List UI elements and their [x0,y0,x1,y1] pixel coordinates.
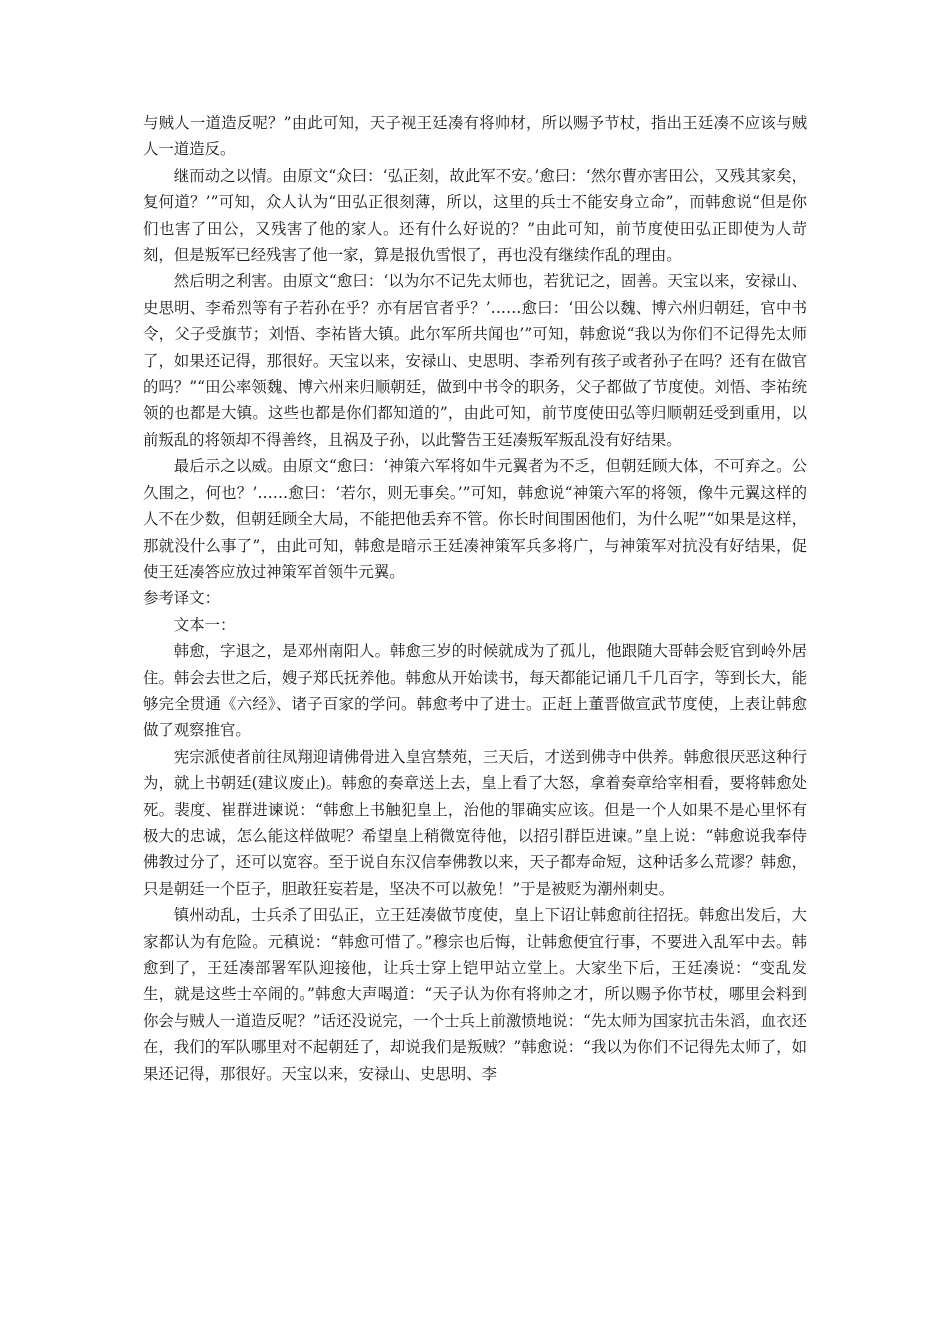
section-heading-translation: 参考译文： [143,589,220,608]
paragraph-han-yu-bio: 韩愈，字退之，是邓州南阳人。韩愈三岁的时候就成为了孤儿，他跟随大哥韩会贬官到岭外居住。韩会去世之后，嫂子郑氏抚养他。韩愈从开始读书，每天都能记诵几千几百字，等到长大，能够完全贯通《六经》、诸子百家的学问。韩愈考中了进士。正赶上董晋做宣武节度使，上表让韩愈做了观察推官。 [143,642,807,740]
subheading-text-one: 文本一： [173,615,236,634]
paragraph-authority: 最后示之以威。由原文“愈曰：‘神策六军将如牛元翼者为不乏，但朝廷顾大体，不可弃之。公久围之，何也？’……愈曰：‘若尔，则无事矣。’”可知，韩愈说“神策六军的将领，像牛元翼这样的人不在少数，但朝廷顾全大局，不能把他丢弃不管。你长时间围困他们，为什么呢”“如果是这样，那就没什么事了”，由此可知，韩愈是暗示王廷凑神策军兵多将广，与神策军对抗没有好结果，促使王廷凑答应放过神策军首领牛元翼。 [143,457,807,581]
paragraph-emotion: 继而动之以情。由原文“众曰：‘弘正刻，故此军不安。’愈曰：‘然尔曹亦害田公，又残其家矣，复何道？’”可知，众人认为“田弘正很刻薄，所以，这里的兵士不能安身立命”，而韩愈说“但是你们也害了田公，又残害了他的家人。还有什么好说的？”由此可知，前节度使田弘正即使为人苛刻，但是叛军已经残害了他一家，算是报仇雪恨了，再也没有继续作乱的理由。 [143,166,807,265]
paragraph-continuation: 与贼人一道造反呢？”由此可知，天子视王廷凑有将帅材，所以赐予节杖，指出王廷凑不应该与贼人一道造反。 [143,114,807,159]
paragraph-zhenzhou: 镇州动乱，士兵杀了田弘正，立王廷凑做节度使，皇上下诏让韩愈前往招抚。韩愈出发后，大家都认为有危险。元稹说：“韩愈可惜了。”穆宗也后悔，让韩愈便宜行事，不要进入乱军中去。韩愈到了，王廷凑部署军队迎接他，让兵士穿上铠甲站立堂上。大家坐下后，王廷凑说：“变乱发生，就是这些士卒闹的。”韩愈大声喝道：“天子认为你有将帅之才，所以赐予你节杖，哪里会料到你会与贼人一道造反呢？”话还没说完，一个士兵上前激愤地说：“先太师为国家抗击朱滔，血衣还在，我们的军队哪里对不起朝廷了，却说我们是叛贼？”韩愈说：“我以为你们不记得先太师了，如果还记得，那很好。天宝以来，安禄山、史思明、李 [143,906,807,1083]
paragraph-interests: 然后明之利害。由原文“愈曰：‘以为尔不记先太师也，若犹记之，固善。天宝以来，安禄山、史思明、李希烈等有子若孙在乎？亦有居官者乎？’……愈曰：‘田公以魏、博六州归朝廷，官中书令，父子受旗节；刘悟、李祐皆大镇。此尔军所共闻也’”可知，韩愈说“我以为你们不记得先太师了，如果还记得，那很好。天宝以来，安禄山、史思明、李希列有孩子或者孙子在吗？还有在做官的吗？”“田公率领魏、博六州来归顺朝廷，做到中书令的职务，父子都做了节度使。刘悟、李祐统领的也都是大镇。这些也都是你们都知道的”，由此可知，前节度使田弘等归顺朝廷受到重用，以前叛乱的将领却不得善终，且祸及子孙，以此警告王廷凑叛军叛乱没有好结果。 [143,272,807,449]
paragraph-buddha-bone: 宪宗派使者前往凤翔迎请佛骨进入皇宫禁苑，三天后，才送到佛寺中供养。韩愈很厌恶这种行为，就上书朝廷(建议废止)。韩愈的奏章送上去，皇上看了大怒，拿着奏章给宰相看，要将韩愈处死。裴度、崔群进谏说：“韩愈上书触犯皇上，治他的罪确实应该。但是一个人如果不是心里怀有极大的忠诚，怎么能这样做呢？希望皇上稍微宽待他，以招引群臣进谏。”皇上说：“韩愈说我奉侍佛教过分了，还可以宽容。至于说自东汉信奉佛教以来，天子都寿命短，这种话多么荒谬？韩愈，只是朝廷一个臣子，胆敢狂妄若是，坚决不可以赦免！”于是被贬为潮州刺史。 [143,747,807,898]
document-page [143,110,807,1087]
